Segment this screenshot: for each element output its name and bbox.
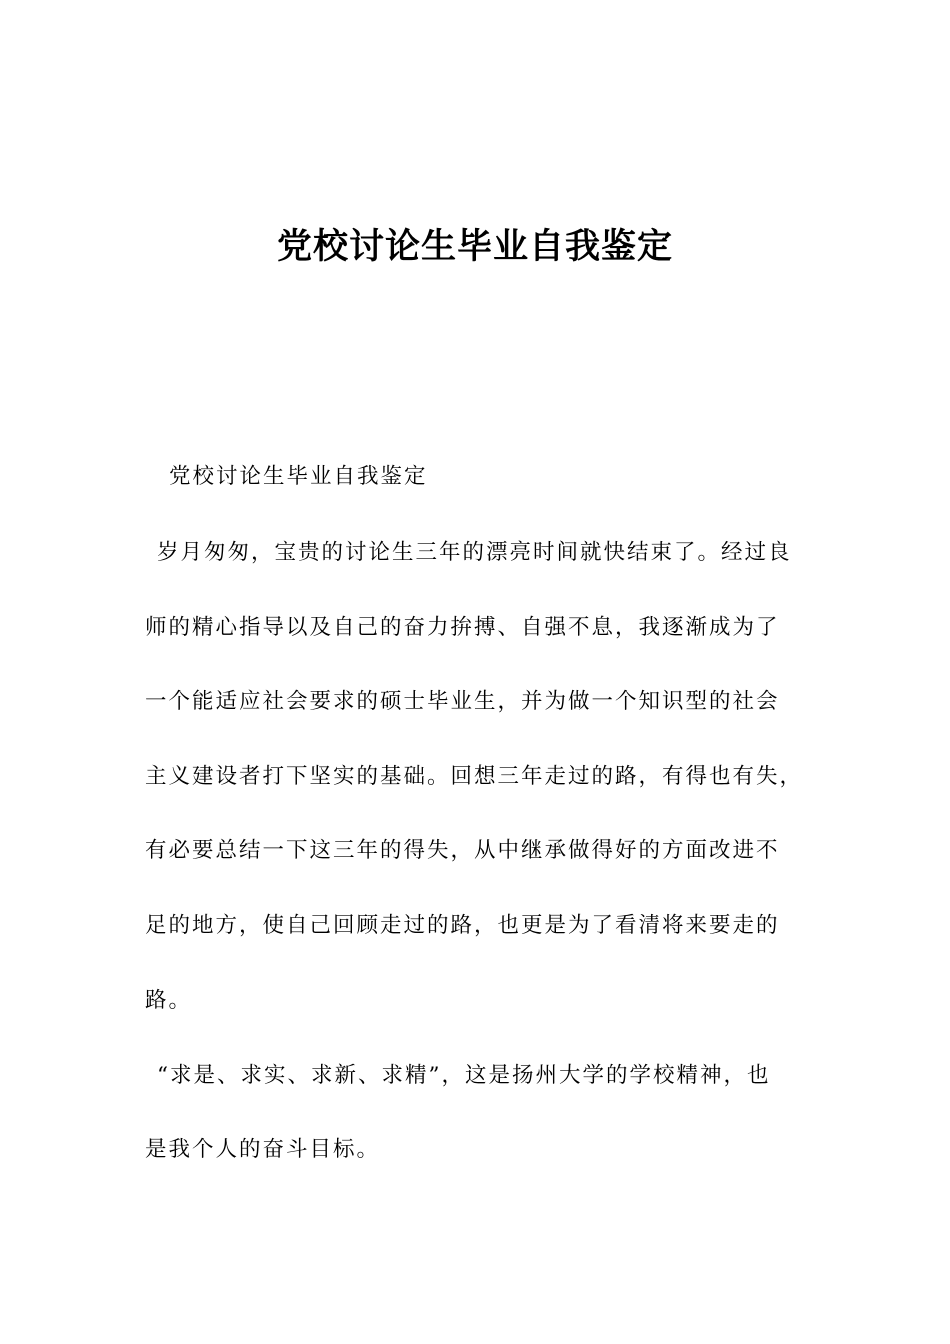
- paragraph-line: 主义建设者打下坚实的基础。回想三年走过的路，有得也有失，: [145, 764, 804, 789]
- paragraph-line: 足的地方，使自己回顾走过的路，也更是为了看清将来要走的: [145, 913, 780, 938]
- paragraph-line: 路。: [145, 988, 193, 1013]
- paragraph-line: 一个能适应社会要求的硕士毕业生，并为做一个知识型的社会: [145, 689, 780, 714]
- paragraph-line: 有必要总结一下这三年的得失，从中继承做得好的方面改进不: [145, 838, 780, 863]
- paragraph-line: 岁月匆匆，宝贵的讨论生三年的漂亮时间就快结束了。经过良: [157, 540, 792, 565]
- paragraph-line: 是我个人的奋斗目标。: [145, 1137, 381, 1162]
- body-heading-line: 党校讨论生毕业自我鉴定: [169, 464, 428, 489]
- paragraph-line: “求是、求实、求新、求精”，这是扬州大学的学校精神，也: [157, 1063, 771, 1088]
- document-title: 党校讨论生毕业自我鉴定: [276, 227, 673, 267]
- paragraph-line: 师的精心指导以及自己的奋力拚搏、自强不息，我逐渐成为了: [145, 615, 780, 640]
